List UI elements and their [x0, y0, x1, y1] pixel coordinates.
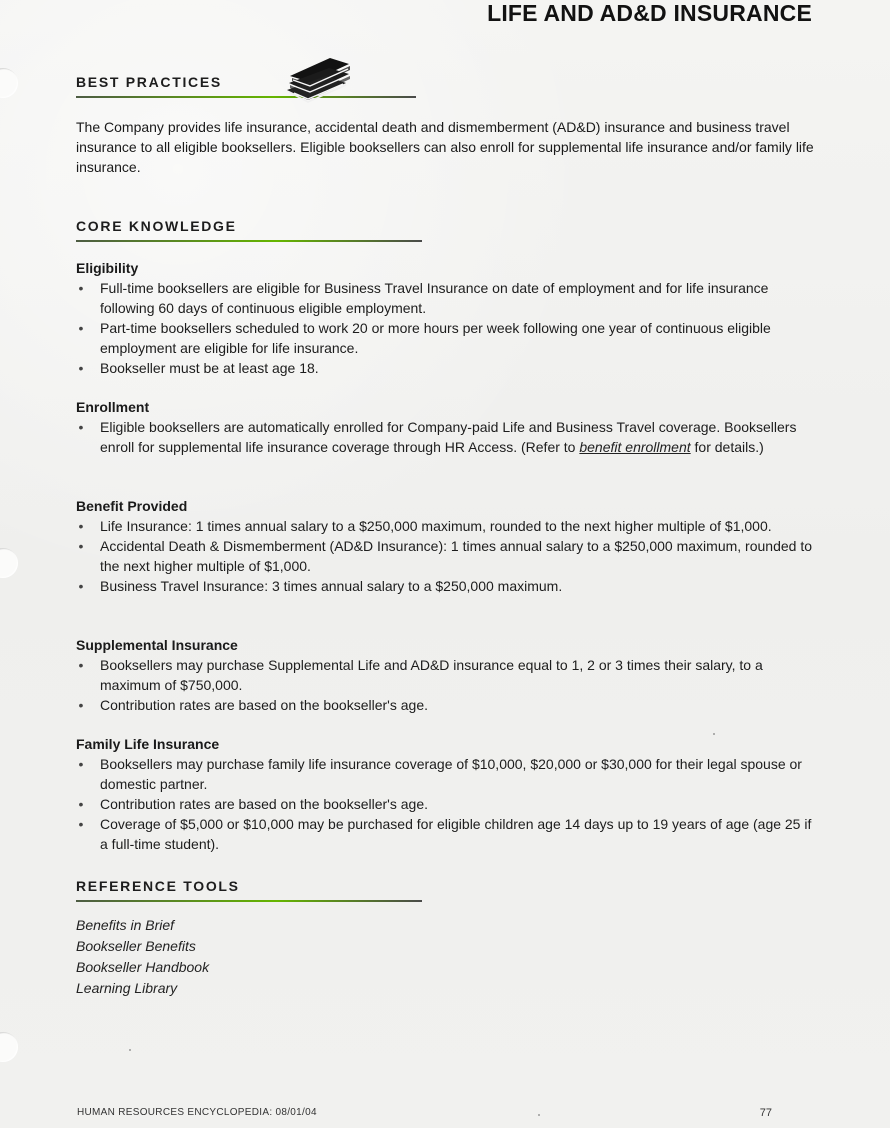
supplemental-insurance-heading: Supplemental Insurance [76, 637, 238, 653]
reference-tools-rule [76, 900, 422, 902]
enrollment-list [76, 417, 820, 457]
list-item: • Booksellers may purchase Supplemental Life and AD&D insurance equal to 1, 2 or 3 times their salary, to a maximum of $750,000. [76, 655, 820, 695]
best-practices-header [76, 72, 416, 98]
book-stack-icon [282, 52, 356, 104]
list-item [76, 417, 820, 457]
enrollment-heading: Enrollment [76, 399, 150, 415]
scan-speck [713, 733, 715, 735]
eligibility-section [76, 258, 820, 378]
list-item: • Contribution rates are based on the bookseller's age. [76, 695, 820, 715]
reference-tool-bookseller-handbook[interactable]: Bookseller Handbook [76, 959, 210, 975]
list-item: • Coverage of $5,000 or $10,000 may be purchased for eligible children age 14 days up to 19 years of age (age 25 if a full-time student). [76, 814, 820, 854]
best-practices-rule [76, 96, 416, 98]
best-practices-heading: BEST PRACTICES [76, 74, 222, 90]
supplemental-insurance-section [76, 635, 820, 715]
core-knowledge-heading: CORE KNOWLEDGE [76, 218, 237, 234]
reference-tool-bookseller-benefits[interactable]: Bookseller Benefits [76, 938, 196, 954]
list-item: • Accidental Death & Dismemberment (AD&D Insurance): 1 times annual salary to a $250,000 maximum, rounded to the next higher multiple of $1,000. [76, 536, 820, 576]
enrollment-text-before: Eligible booksellers are automatically enrolled for Company-paid Life and Business Travel coverage. Booksellers enroll for supplemental life insurance coverage through HR Access. (Refer to [100, 419, 797, 455]
list-item: • Business Travel Insurance: 3 times annual salary to a $250,000 maximum. [76, 576, 820, 596]
list-item: • Life Insurance: 1 times annual salary to a $250,000 maximum, rounded to the next higher multiple of $1,000. [76, 516, 820, 536]
benefit-enrollment-link[interactable]: benefit enrollment [579, 439, 691, 455]
punch-hole [0, 68, 18, 98]
eligibility-list [76, 278, 820, 378]
reference-tool-learning-library[interactable]: Learning Library [76, 980, 178, 996]
enrollment-text-after: for details.) [690, 439, 764, 455]
page-title: LIFE AND AD&D INSURANCE [487, 0, 812, 26]
supplemental-insurance-list [76, 655, 820, 715]
eligibility-heading: Eligibility [76, 260, 139, 276]
family-life-insurance-list [76, 754, 820, 854]
page-number: 77 [759, 1107, 772, 1119]
reference-tools-header [76, 876, 422, 902]
benefit-provided-list [76, 516, 820, 596]
list-item: • Bookseller must be at least age 18. [76, 358, 820, 378]
family-life-insurance-section [76, 734, 820, 854]
scan-speck [538, 1114, 540, 1116]
enrollment-section [76, 397, 820, 457]
list-item: • Booksellers may purchase family life insurance coverage of $10,000, $20,000 or $30,000 for their legal spouse or domestic partner. [76, 754, 820, 794]
core-knowledge-header [76, 216, 422, 242]
list-item: • Contribution rates are based on the bookseller's age. [76, 794, 820, 814]
reference-tools-list [76, 915, 336, 999]
benefit-provided-section [76, 496, 820, 596]
punch-hole [0, 1032, 18, 1062]
list-item: • Full-time booksellers are eligible for Business Travel Insurance on date of employment and for life insurance following 60 days of continuous eligible employment. [76, 278, 820, 318]
punch-hole [0, 548, 18, 578]
core-knowledge-rule [76, 240, 422, 242]
family-life-insurance-heading: Family Life Insurance [76, 736, 220, 752]
reference-tool-benefits-in-brief[interactable]: Benefits in Brief [76, 917, 175, 933]
reference-tools-heading: REFERENCE TOOLS [76, 878, 240, 894]
footer-document-label: HUMAN RESOURCES ENCYCLOPEDIA: 08/01/04 [77, 1107, 317, 1118]
best-practices-paragraph: The Company provides life insurance, accidental death and dismemberment (AD&D) insurance and business travel insurance to all eligible booksellers. Eligible booksellers can also enroll for supplemental life insurance and/or family life insurance. [76, 119, 814, 175]
scan-speck [129, 1049, 131, 1051]
benefit-provided-heading: Benefit Provided [76, 498, 188, 514]
list-item: • Part-time booksellers scheduled to work 20 or more hours per week following one year of continuous eligible employment are eligible for life insurance. [76, 318, 820, 358]
